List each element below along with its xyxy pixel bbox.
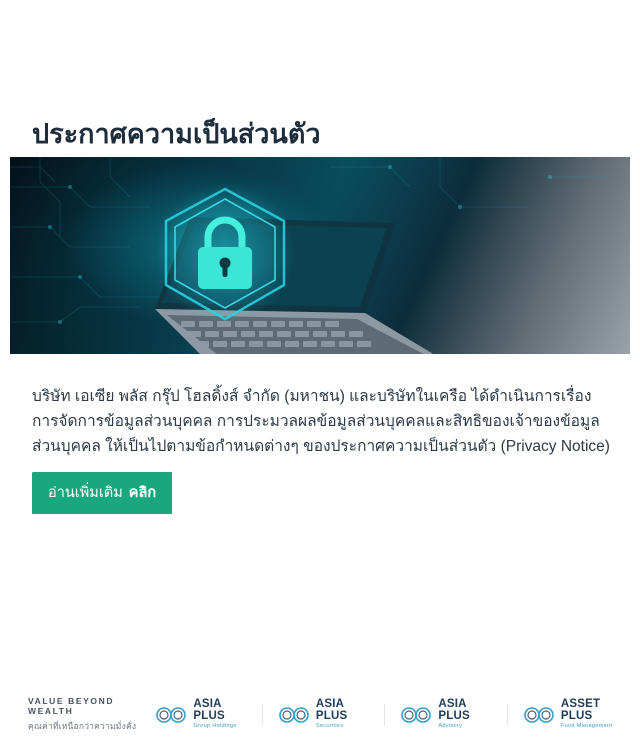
infinity-logo-icon	[399, 706, 433, 724]
logo-asia-plus-advisory	[399, 699, 493, 730]
logo-name: ASSET PLUS	[560, 698, 601, 722]
lock-shield-icon	[150, 181, 300, 331]
logo-subtitle: Advisory	[438, 723, 463, 730]
logo-subtitle: Group Holdings	[193, 723, 237, 730]
footer-logos	[154, 699, 626, 730]
read-more-click-label: คลิก	[128, 485, 157, 501]
read-more-label: อ่านเพิ่มเติม	[48, 485, 123, 501]
logo-divider	[262, 704, 263, 726]
logo-name: ASIA PLUS	[193, 698, 225, 722]
logo-divider	[507, 704, 508, 726]
logo-name: ASIA PLUS	[315, 698, 348, 722]
infinity-logo-icon	[277, 706, 311, 724]
footer	[0, 687, 640, 750]
hero-image	[10, 157, 630, 354]
logo-asia-plus-group-holdings	[154, 699, 248, 730]
body-paragraph: บริษัท เอเซีย พลัส กรุ๊ป โฮลดิ้งส์ จำกัด (มหาชน) และบริษัทในเครือ ได้ดำเนินการเรื่องการจัดการข้อมูลส่วนบุคคล การประมวลผลข้อมูลส่วนบุคคลและสิทธิของเจ้าของข้อมูลส่วนบุคคล ให้เป็นไปตามข้อกำหนดต่างๆ ของประกาศความเป็นส่วนตัว (Privacy Notice)	[32, 387, 610, 455]
infinity-logo-icon	[522, 706, 556, 724]
page-title: ประกาศความเป็นส่วนตัว	[32, 119, 321, 150]
infinity-logo-icon	[154, 706, 188, 724]
logo-asset-plus-fund-management	[522, 699, 626, 730]
logo-subtitle: Fund Management	[560, 723, 613, 730]
tagline-english: VALUE BEYOND WEALTH	[28, 696, 115, 716]
read-more-button[interactable]	[32, 472, 172, 514]
tagline-thai: คุณค่าที่เหนือกว่าความมั่งคั่ง	[28, 721, 137, 731]
logo-subtitle: Securities	[315, 723, 344, 730]
logo-asia-plus-securities	[277, 699, 371, 730]
logo-divider	[384, 704, 385, 726]
logo-name: ASIA PLUS	[438, 698, 470, 722]
footer-tagline	[28, 696, 154, 733]
